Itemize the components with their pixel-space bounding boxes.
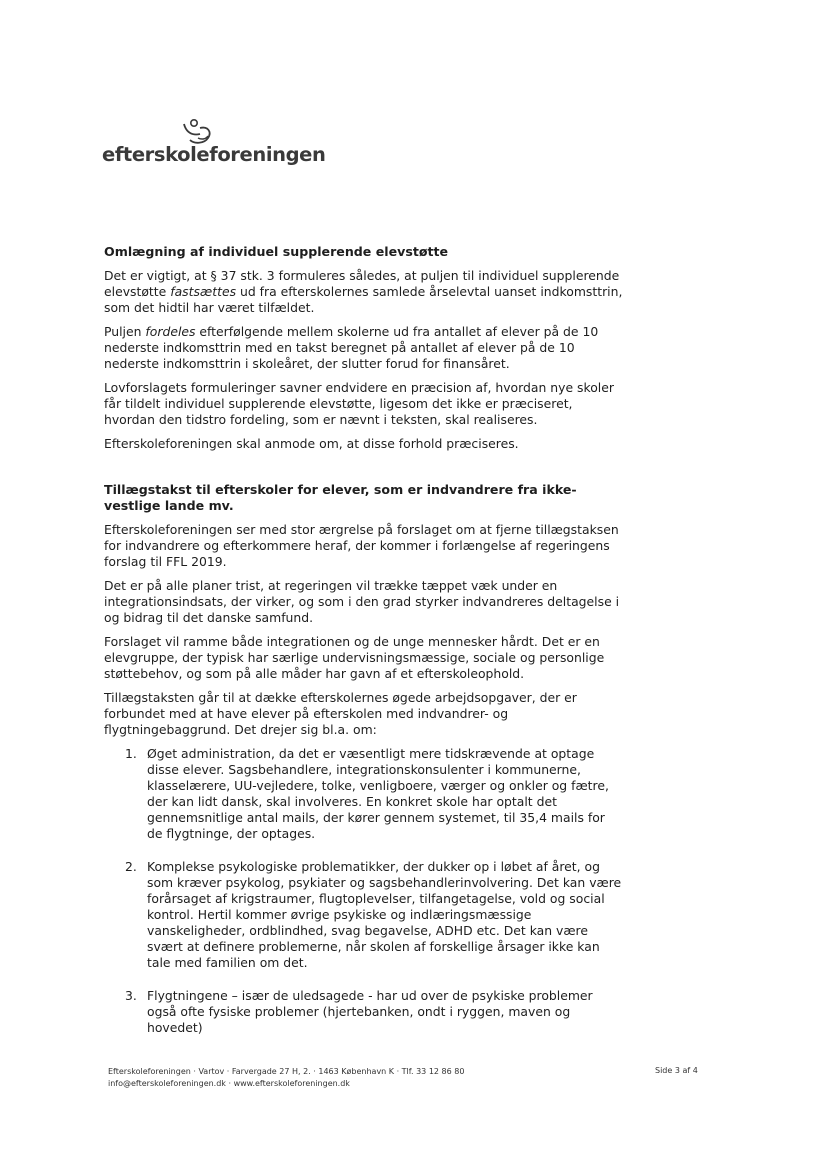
text-run: efterfølgende mellem skolerne ud fra antallet af elever på de 10 nederste indkomsttrin med en takst beregnet på antallet af elever på de 10 nederste indkomsttrin i skoleåret, der slutter forud for finansåret. [104, 324, 599, 371]
section-heading: Omlægning af individuel supplerende elevstøtte [104, 244, 449, 259]
paragraph: Efterskoleforeningen ser med stor ærgrelse på forslaget om at fjerne tillægstaksen for indvandrere og efterkommere heraf, der kommer i forlængelse af regeringens forslag til FFL 2019. [104, 522, 619, 569]
emphasis: fordeles [145, 324, 196, 339]
paragraph: Lovforslagets formuleringer savner endvidere en præcision af, hvordan nye skoler får tildelt individuel supplerende elevstøtte, ligesom det ikke er præciseret, hvordan den tidstro fordeling, som er nævnt i teksten, skal realiseres. [104, 380, 614, 427]
paragraph [104, 268, 624, 316]
list-item [104, 859, 624, 971]
emphasis: fastsættes [170, 284, 237, 299]
section-heading: Tillægstakst til efterskoler for elever, som er indvandrere fra ikke-vestlige lande mv. [104, 482, 577, 513]
list-item [104, 746, 624, 842]
paragraph: Efterskoleforeningen skal anmode om, at disse forhold præciseres. [104, 436, 519, 451]
section-tillaegstakst [104, 482, 624, 1036]
footer-address: Efterskoleforeningen · Vartov · Farvergade 27 H, 2. · 1463 København K · Tlf. 33 12 86 80 [108, 1067, 465, 1076]
text-run: ud fra efterskolernes samlede årselevtal uanset indkomsttrin, som det hidtil har været tilfældet. [104, 284, 623, 315]
list-item [104, 988, 624, 1036]
page-number: Side 3 af 4 [655, 1066, 698, 1075]
paragraph: Det er på alle planer trist, at regeringen vil trække tæppet væk under en integrationsindsats, der virker, og som i den grad styrker indvandreres deltagelse i og bidrag til det danske samfund. [104, 578, 620, 625]
paragraph: Tillægstaksten går til at dække efterskolernes øgede arbejdsopgaver, der er forbundet med at have elever på efterskolen med indvandrer- og flygtningebaggrund. Det drejer sig bl.a. om: [104, 690, 577, 737]
text-run: Det er vigtigt, at § 37 stk. 3 formuleres således, at puljen til individuel supplerende elevstøtte [104, 268, 620, 299]
paragraph: Forslaget vil ramme både integrationen og de unge mennesker hårdt. Det er en elevgruppe, der typisk har særlige undervisningsmæssige, sociale og personlige støttebehov, og som på alle måder har gavn af et efterskoleophold. [104, 634, 605, 681]
section-elevstotte [104, 244, 624, 452]
footer-contact: info@efterskoleforeningen.dk · www.efterskoleforeningen.dk [108, 1079, 350, 1088]
text-run: Puljen [104, 324, 146, 339]
list-text: Flygtningene – især de uledsagede - har ud over de psykiske problemer også ofte fysiske problemer (hjertebanken, ondt i ryggen, maven og hovedet) [147, 988, 593, 1035]
paragraph [104, 324, 624, 372]
list-number: 3. [125, 988, 137, 1003]
logo-text: efterskoleforeningen [102, 143, 326, 166]
list-number: 2. [125, 859, 137, 874]
list-number: 1. [125, 746, 137, 761]
footer [108, 1066, 464, 1090]
list-text: Øget administration, da det er væsentligt mere tidskrævende at optage disse elever. Sagsbehandlere, integrationskonsulenter i kommunerne, klasselærere, UU-vejledere, tolke, venligboere, værger og onkler og fætre, der kan lidt dansk, skal involveres. En konkret skole har optalt det gennemsnitlige antal mails, der kører gennem systemet, til 35,4 mails for de flygtninge, der optages. [147, 746, 609, 841]
list-text: Komplekse psykologiske problematikker, der dukker op i løbet af året, og som kræver psykolog, psykiater og sagsbehandlerinvolvering. Det kan være forårsaget af krigstraumer, flugtoplevelser, tilfangetagelse, vold og social kontrol. Hertil kommer øvrige psykiske og indlæringsmæssige vanskeligheder, ordblindhed, svag begavelse, ADHD etc. Det kan være svært at definere problemerne, når skolen af forskellige årsager ikke kan tale med familien om det. [147, 859, 622, 970]
document-body [104, 244, 624, 1053]
numbered-list [104, 746, 624, 1036]
